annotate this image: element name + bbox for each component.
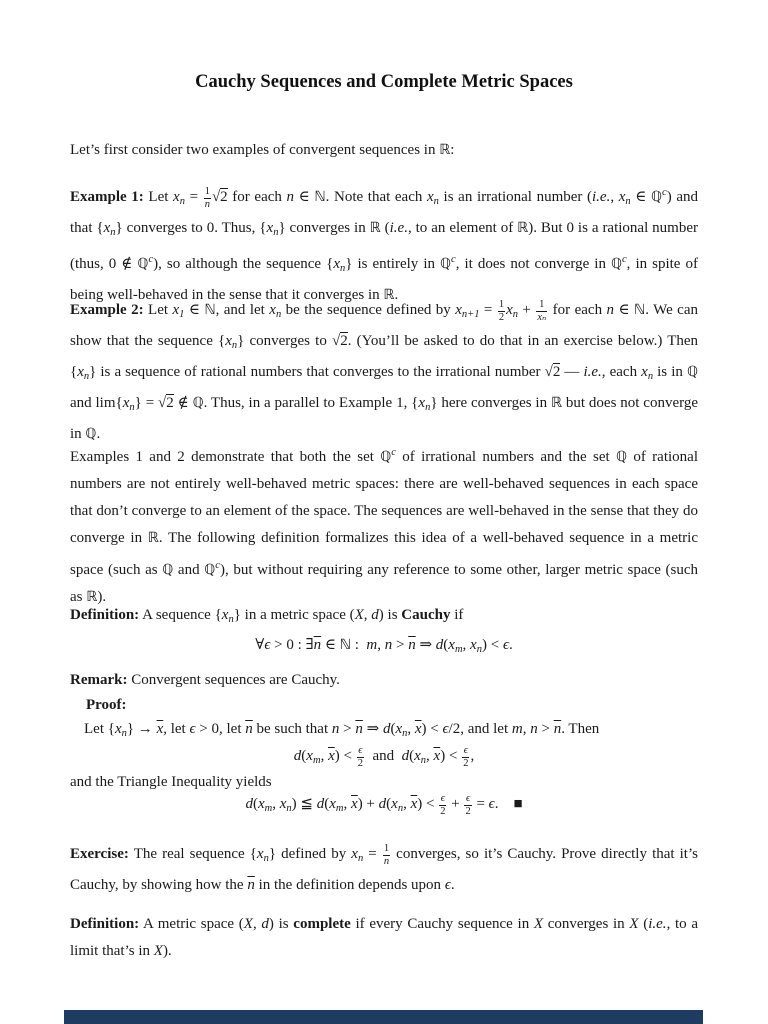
discussion-paragraph: Examples 1 and 2 demonstrate that both the set ℚ$^c$ of irrational numbers and the set ℚ of rational numbers are not entirely well-behaved metric spaces: there are well-behaved sequences in each space that don’t converge to an element of the space. The sequences are well-behaved in the sense that they do converge in ℝ. The following definition formalizes this idea of a well-behaved sequence in a metric space (such as ℚ and ℚ$^c$), but without requiring any reference to some other, larger metric space (such as ℝ). — [70, 447, 699, 605]
page-bottom-bar — [64, 1010, 703, 1024]
proof-formula-2: $d(x_m$, $x_n$) ≦ $d(x_m$, $\overline{x}) + d(x_n$, $\overline{x}$) < $\frac{\epsilon}{2}$ + $\frac{\epsilon}{2}$ = ϵ. ■ — [245, 792, 523, 817]
example-1-paragraph: Example 1: Let $x_n$ = $\frac{1}{n}$ √2 for each n ∈ ℕ. Note that each $x_n$ is an irrational number (i.e., $x_n$ ∈ ℚ$^c$) and that $\{x_n\}$ converges to 0. Thus, $\{x_n\}$ converges in ℝ (i.e., to an element of ℝ). But 0 is a rational number (thus, 0 ∉ ℚ$^c$), so although the sequence $\{x_n\}$ is entirely in ℚ$^c$, it does not converge in ℚ$^c$, in spite of being well-behaved in the sense that it converges in ℝ. — [70, 185, 698, 303]
proof-formula-1: $d(x_m$, $\overline{x}$) < $\frac{\epsilon}{2}$ and $d(x_n$, $\overline{x}$) < $\frac{\epsilon}{2}$ , — [293, 744, 475, 769]
proof-connector-line: and the Triangle Inequality yields — [70, 774, 272, 790]
proof-heading: Proof: — [86, 697, 127, 713]
example-2-paragraph: Example 2: Let $x_1$ ∈ ℕ, and let $x_n$ be the sequence defined by $x_{n+1}$ = $\frac{1}{2}$ $x_n$ + $\frac{1}{\text{xₙ}}$ for each n ∈ ℕ. We can show that the sequence $\{x_n\}$ converges to √2. (You’ll be asked to do that in an exercise below.) Then $\{x_n\}$ is a sequence of rational numbers that converges to the irrational number √2 — i.e., each $x_n$ is in ℚ and $\lim\{x_n\} = √2$ ∉ ℚ. Thus, in a parallel to Example 1, $\{x_n\}$ here converges in ℝ but does not converge in ℚ. — [70, 298, 699, 442]
complete-definition-paragraph: Definition: A metric space (X, d) is complete if every Cauchy sequence in X converges in X (i.e., to a limit that’s in X). — [70, 916, 699, 959]
remark-paragraph: Remark: Convergent sequences are Cauchy. — [70, 672, 340, 688]
document-title: Cauchy Sequences and Complete Metric Spaces — [195, 72, 573, 92]
exercise-paragraph: Exercise: The real sequence $\{x_n\}$ defined by $x_n$ = $\frac{1}{n}$ converges, so it’s Cauchy. Prove directly that it’s Cauchy, by showing how the $\overline{n}$ in the definition depends upon ϵ. — [70, 842, 698, 893]
intro-paragraph: Let’s first consider two examples of convergent sequences in ℝ: — [70, 142, 455, 158]
proof-body-line: Let $\{x_n\} \to \overline{x}$, let ϵ > 0, let $\overline{n}$ be such that $n > \overline{n}$ ⇒ $d(x_n$, $\overline{x}) < \epsilon/2$, and let m, $n > \overline{n}$. Then — [84, 721, 600, 739]
cauchy-definition-formula: ∀ϵ > 0 : $\exists\overline{n}$ ∈ ℕ : m, $n > \overline{n}$ ⇒ $d(x_m$, $x_n) < \epsilon$. — [255, 637, 513, 655]
cauchy-definition-paragraph: Definition: A sequence $\{x_n\}$ in a metric space (X, d) is Cauchy if — [70, 607, 464, 625]
